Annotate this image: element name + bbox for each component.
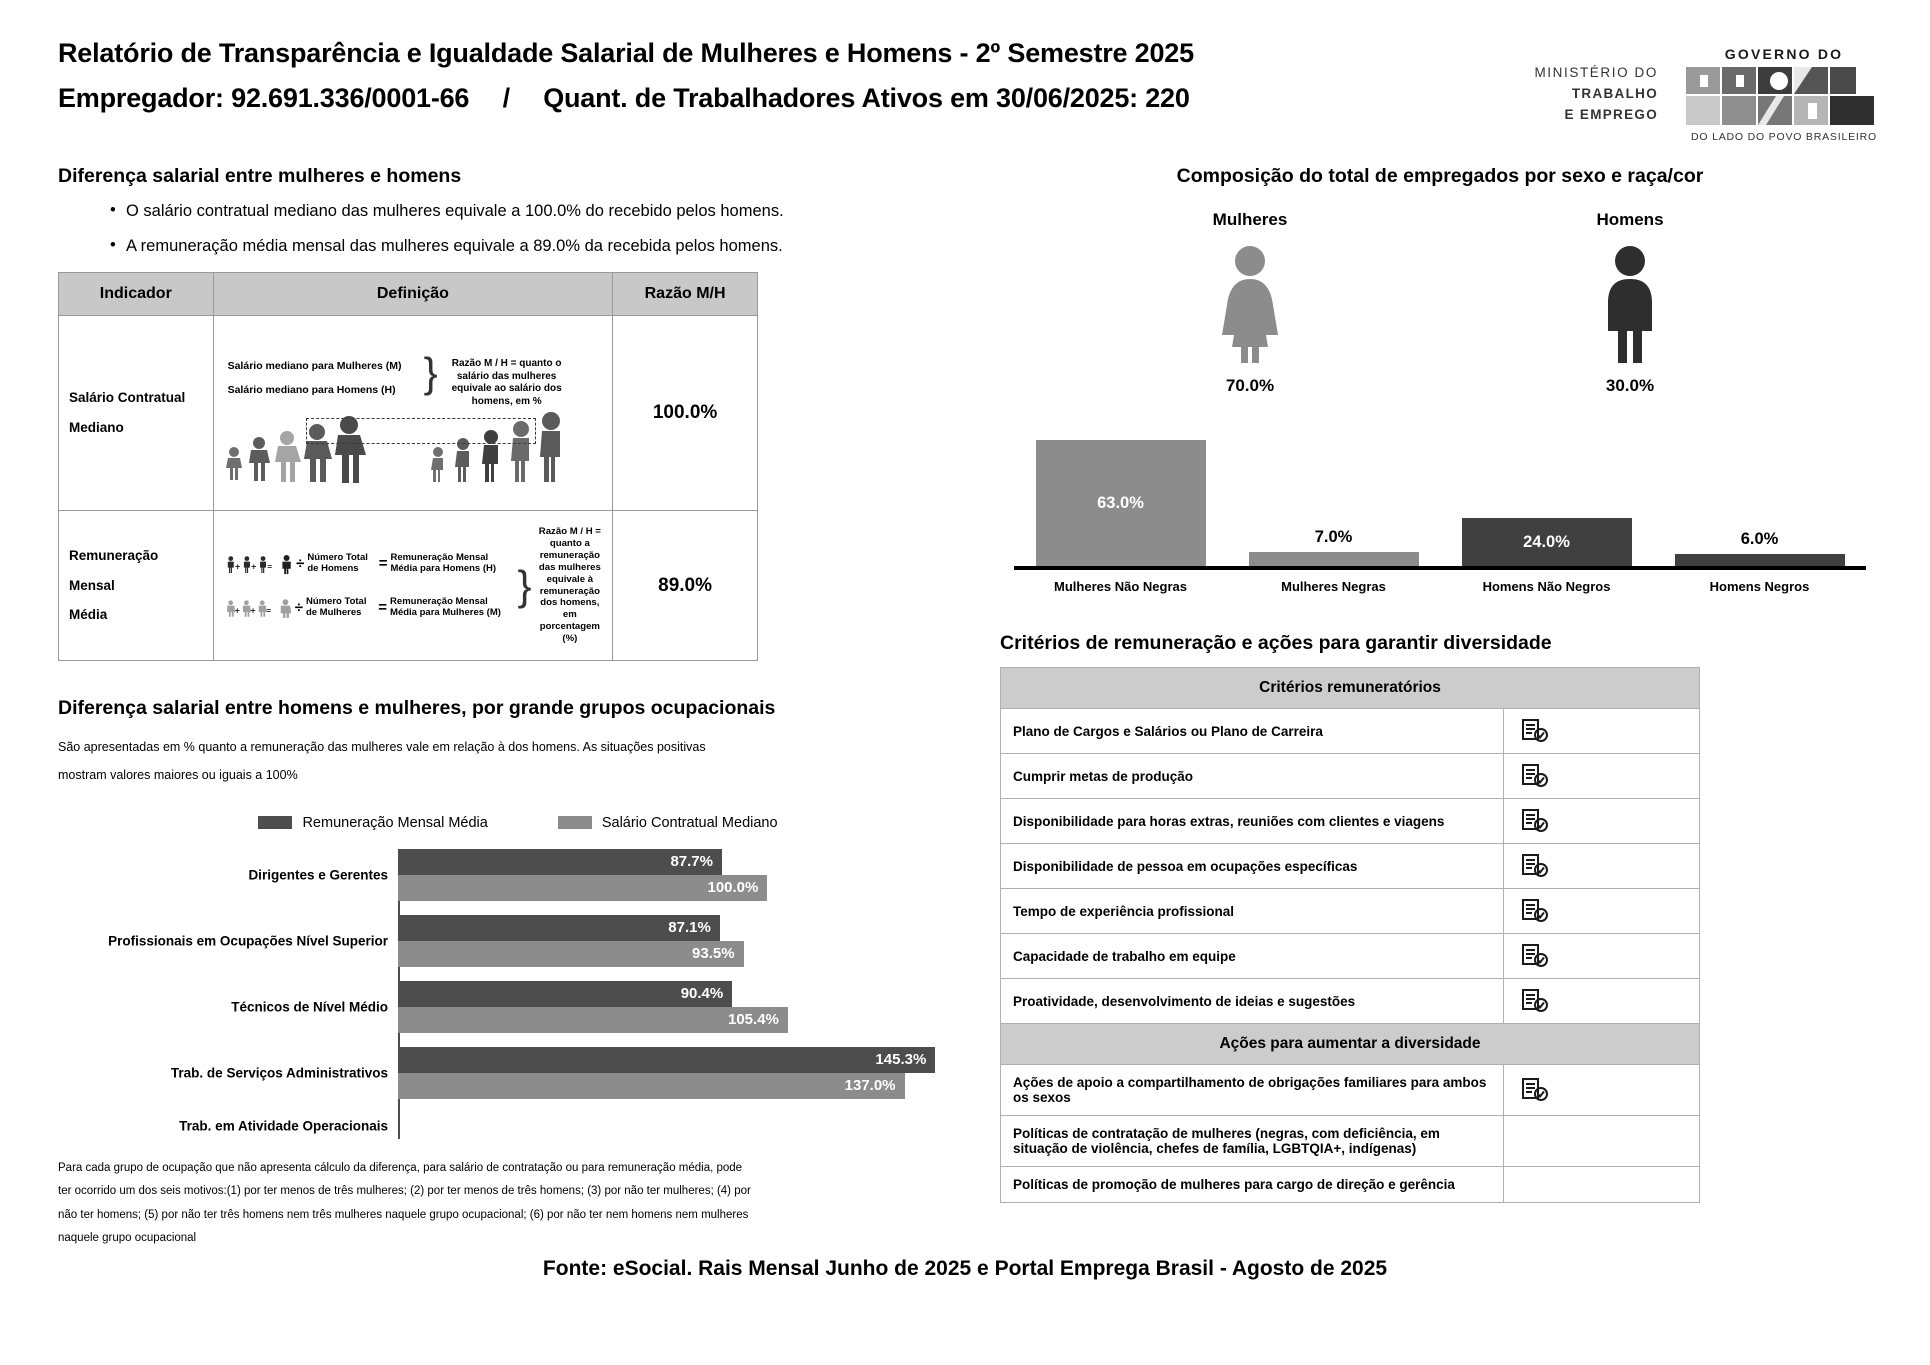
definition-cell-remuneracao-media [213,511,613,661]
criteria-label-0: Plano de Cargos e Salários ou Plano de Carreira [1001,709,1504,754]
wage-gap-bullets [110,202,938,256]
median-people-illustration [220,412,607,488]
median-ratio-note: Razão M / H = quanto o salário das mulheres equivale ao salário dos homens, em % [451,358,562,407]
women-group-icon [226,591,276,625]
formula-men-count-label: Número Total de Homens [307,551,368,574]
criteria-label-2: Disponibilidade para horas extras, reuniões com clientes e viagens [1001,799,1504,844]
ratio-value-remuneracao-media: 89.0% [613,511,758,661]
bar-salario-tecnicos: 105.4% [398,1007,788,1033]
men-group-icon [226,547,277,581]
legend-label-salario: Salário Contratual Mediano [601,814,778,831]
legend-item-remuneracao [258,815,487,831]
left-column [58,165,938,1251]
table-row [1001,1116,1700,1167]
race-bar-value-0: 63.0% [1097,493,1144,512]
criteria-check-5 [1504,934,1700,979]
svg-text:=: = [265,605,271,615]
race-bar-mulheres-negras [1249,552,1419,566]
table-row [1001,1167,1700,1203]
legend-label-remuneracao: Remuneração Mensal Média [302,814,488,831]
gender-pct-men: 30.0% [1605,376,1655,395]
ministry-line-2: TRABALHO [1571,86,1658,102]
action-check-1 [1504,1116,1700,1167]
formula-women-result-label: Remuneração Mensal Média para Mulheres (M) [390,595,501,618]
race-bar-value-2: 24.0% [1523,532,1570,551]
remuneration-formula [220,522,607,650]
legend-swatch-salario [558,816,592,829]
formula-rows [226,547,514,625]
table-row [1001,889,1700,934]
form-check-icon [1522,719,1548,743]
svg-text:=: = [266,560,272,571]
svg-text:+: + [234,560,240,571]
bar-remuneracao-administrativos: 145.3% [398,1047,935,1073]
formula-men-result-label: Remuneração Mensal Média para Homens (H) [390,551,497,574]
criteria-table-header-row [1001,668,1700,709]
gender-label-men: Homens [1596,210,1664,229]
actions-table-header-row [1001,1024,1700,1065]
occupational-section-title: Diferença salarial entre homens e mulheres, por grande grupos ocupacionais [58,697,776,719]
man-total-icon [280,547,293,581]
criteria-check-0 [1504,709,1700,754]
right-column [1000,165,1880,1251]
indicator-table [58,272,758,661]
formula-row-women [226,591,514,625]
ministry-line-3: E EMPREGO [1564,106,1658,122]
gov-brasil-logo [1684,46,1884,143]
wage-gap-section-title: Diferença salarial entre mulheres e homens [58,165,462,187]
form-check-icon [1522,1078,1548,1102]
th-definicao: Definição [213,273,613,316]
occupational-group-operacionais [179,1113,938,1139]
form-check-icon [1522,944,1548,968]
race-bar-mulheres-nao-negras [1036,440,1206,566]
page-title: Relatório de Transparência e Igualdade Salarial de Mulheres e Homens - 2º Semestre 2025 [58,38,1194,68]
indicator-name-salario-mediano: Salário Contratual Mediano [59,316,214,511]
header-logos [1534,38,1884,143]
action-check-0 [1504,1065,1700,1116]
woman-figure-icon [1210,244,1290,364]
equals-icon: = [378,555,388,572]
criteria-check-6 [1504,979,1700,1024]
race-category-label-2: Homens Não Negros [1482,579,1611,594]
race-bar-cell-2 [1440,518,1653,566]
gender-block-men [1500,210,1760,396]
divide-icon: ÷ [296,555,305,572]
actions-header-label: Ações para aumentar a diversidade [1001,1024,1700,1065]
median-women-line: Salário mediano para Mulheres (M) [227,360,402,372]
criteria-check-3 [1504,844,1700,889]
wage-gap-bullet-2: • A remuneração média mensal das mulheres equivale a 89.0% da recebida pelos homens. [110,237,938,256]
title-separator: / [502,83,510,113]
th-razao: Razão M/H [613,273,758,316]
bar-salario-profissionais: 93.5% [398,941,744,967]
criteria-label-5: Capacidade de trabalho em equipe [1001,934,1504,979]
race-bar-value-3: 6.0% [1740,530,1779,548]
race-category-label-0: Mulheres Não Negras [1054,579,1187,594]
content-columns [0,143,1930,1251]
race-bar-cell-1 [1227,528,1440,566]
criteria-section-title: Critérios de remuneração e ações para garantir diversidade [1000,632,1552,654]
form-check-icon [1522,809,1548,833]
occupational-bar-chart [58,849,938,1139]
gov-brasil-top-text: GOVERNO DO [1724,46,1844,62]
criteria-label-4: Tempo de experiência profissional [1001,889,1504,934]
composition-section-title: Composição do total de empregados por sexo e raça/cor [1176,165,1704,187]
brace-icon: } [517,561,532,609]
action-check-2 [1504,1167,1700,1203]
formula-women-count-label: Número Total de Mulheres [305,595,367,618]
svg-text:+: + [250,604,256,615]
svg-text:+: + [234,604,240,615]
action-label-1: Políticas de contratação de mulheres (negras, com deficiência, em situação de violência, chefes de família, LGBTQIA+, indígenas) [1001,1116,1504,1167]
legend-item-salario [558,815,778,831]
criteria-header-label: Critérios remuneratórios [1001,668,1700,709]
table-row [1001,754,1700,799]
bar-remuneracao-operacionais [398,1113,407,1139]
form-check-icon [1522,899,1548,923]
occupational-note-line-1: São apresentadas em % quanto a remuneração das mulheres vale em relação à dos homens. As situações positivas [58,740,706,754]
table-row [1001,934,1700,979]
report-header [0,0,1930,143]
bar-salario-dirigentes: 100.0% [398,875,767,901]
action-label-2: Políticas de promoção de mulheres para cargo de direção e gerência [1001,1167,1504,1203]
wage-gap-bullet-1: • O salário contratual mediano das mulheres equivale a 100.0% do recebido pelos homens. [110,202,938,221]
table-row [1001,979,1700,1024]
gender-composition [1000,210,1880,396]
criteria-label-3: Disponibilidade de pessoa em ocupações específicas [1001,844,1504,889]
gender-block-women [1120,210,1380,396]
bar-remuneracao-dirigentes: 87.7% [398,849,722,875]
indicator-table-header-row [59,273,758,316]
divide-icon: ÷ [294,599,303,616]
bar-salario-administrativos: 137.0% [398,1073,905,1099]
table-row [59,511,758,661]
median-definition-top [220,338,607,408]
source-footer: Fonte: eSocial. Rais Mensal Junho de 2025 e Portal Emprega Brasil - Agosto de 2025 [542,1256,1388,1280]
occupational-category-label: Trab. de Serviços Administrativos [170,1065,388,1080]
gender-pct-women: 70.0% [1225,376,1275,395]
formula-row-men [226,547,514,581]
action-label-0: Ações de apoio a compartilhamento de obrigações familiares para ambos os sexos [1001,1065,1504,1116]
header-titles [58,38,1194,114]
bar-remuneracao-profissionais: 87.1% [398,915,720,941]
indicator-name-line2: Média [69,607,108,623]
criteria-check-1 [1504,754,1700,799]
woman-total-icon [279,591,292,625]
occupational-group-tecnicos [231,981,938,1033]
race-composition-chart [1000,438,1880,598]
criteria-check-2 [1504,799,1700,844]
form-check-icon [1522,989,1548,1013]
occupational-legend [98,815,938,831]
gov-brasil-bottom-text: DO LADO DO POVO BRASILEIRO [1691,131,1877,143]
median-definition-lines [228,354,414,408]
equals-icon: = [378,599,388,616]
criteria-table [1000,667,1700,1203]
form-check-icon [1522,854,1548,878]
race-category-label-3: Homens Negros [1709,579,1810,594]
race-bar-cell-0 [1014,440,1227,566]
bar-remuneracao-tecnicos: 90.4% [398,981,732,1007]
occupational-category-label: Dirigentes e Gerentes [248,867,388,882]
race-bar-value-1: 7.0% [1314,528,1353,546]
man-figure-icon [1590,244,1670,364]
employer-line [58,83,1194,114]
active-workers-label: Quant. de Trabalhadores Ativos em 30/06/2025: 220 [543,83,1190,113]
race-bar-cell-3 [1653,530,1866,566]
gender-label-women: Mulheres [1212,210,1288,229]
occupational-category-label: Profissionais em Ocupações Nível Superior [108,933,388,948]
occupational-note-line-2: mostram valores maiores ou iguais a 100% [58,768,298,783]
occupational-group-profissionais [108,915,938,967]
ministry-logo-text [1534,63,1658,126]
indicator-name-line1: Remuneração Mensal [69,547,159,593]
median-men-line: Salário mediano para Homens (H) [227,384,396,397]
table-row [1001,1065,1700,1116]
ministry-line-1: MINISTÉRIO DO [1534,65,1658,81]
race-bars [1014,438,1866,566]
race-bar-homens-negros [1675,554,1845,566]
race-bar-homens-nao-negros [1462,518,1632,566]
definition-cell-salario-mediano [213,316,613,511]
employer-label: Empregador: 92.691.336/0001-66 [58,83,470,113]
table-row [1001,799,1700,844]
criteria-check-4 [1504,889,1700,934]
occupational-category-label: Técnicos de Nível Médio [231,999,388,1014]
form-check-icon [1522,764,1548,788]
criteria-label-1: Cumprir metas de produção [1001,754,1504,799]
criteria-label-6: Proatividade, desenvolvimento de ideias e sugestões [1001,979,1504,1024]
table-row [1001,709,1700,754]
ratio-value-salario-mediano: 100.0% [613,316,758,511]
remuneration-ratio-note: Razão M / H = quanto a remuneração das mulheres equivale à remuneração dos homens, em porcentagem (%) [538,525,601,645]
table-row [59,316,758,511]
legend-swatch-remuneracao [258,816,292,829]
occupational-footnote: Para cada grupo de ocupação que não apresenta cálculo da diferença, para salário de contratação ou para remuneração média, pode ter ocorrido um dos seis motivos:(1) por ter menos de três mulheres; (2) por ter menos de três homens; (3) por não ter mulheres; (4) por não ter homens; (5) por não ter três homens nem três mulheres naquele grupo ocupacional; (6) por não ter nem homens nem mulheres naquele grupo ocupacional [58,1161,751,1245]
race-category-label-1: Mulheres Negras [1281,579,1386,594]
indicator-name-remuneracao-media [59,511,214,661]
race-chart-x-labels [1014,570,1866,594]
brace-icon: } [423,349,438,396]
th-indicador: Indicador [59,273,214,316]
median-dashed-connector [306,418,537,444]
table-row [1001,844,1700,889]
occupational-group-administrativos [170,1047,938,1099]
svg-text:+: + [250,560,256,571]
gov-brasil-mark-icon [1684,65,1884,127]
occupational-category-label: Trab. em Atividade Operacionais [179,1118,388,1133]
occupational-group-dirigentes [248,849,938,901]
